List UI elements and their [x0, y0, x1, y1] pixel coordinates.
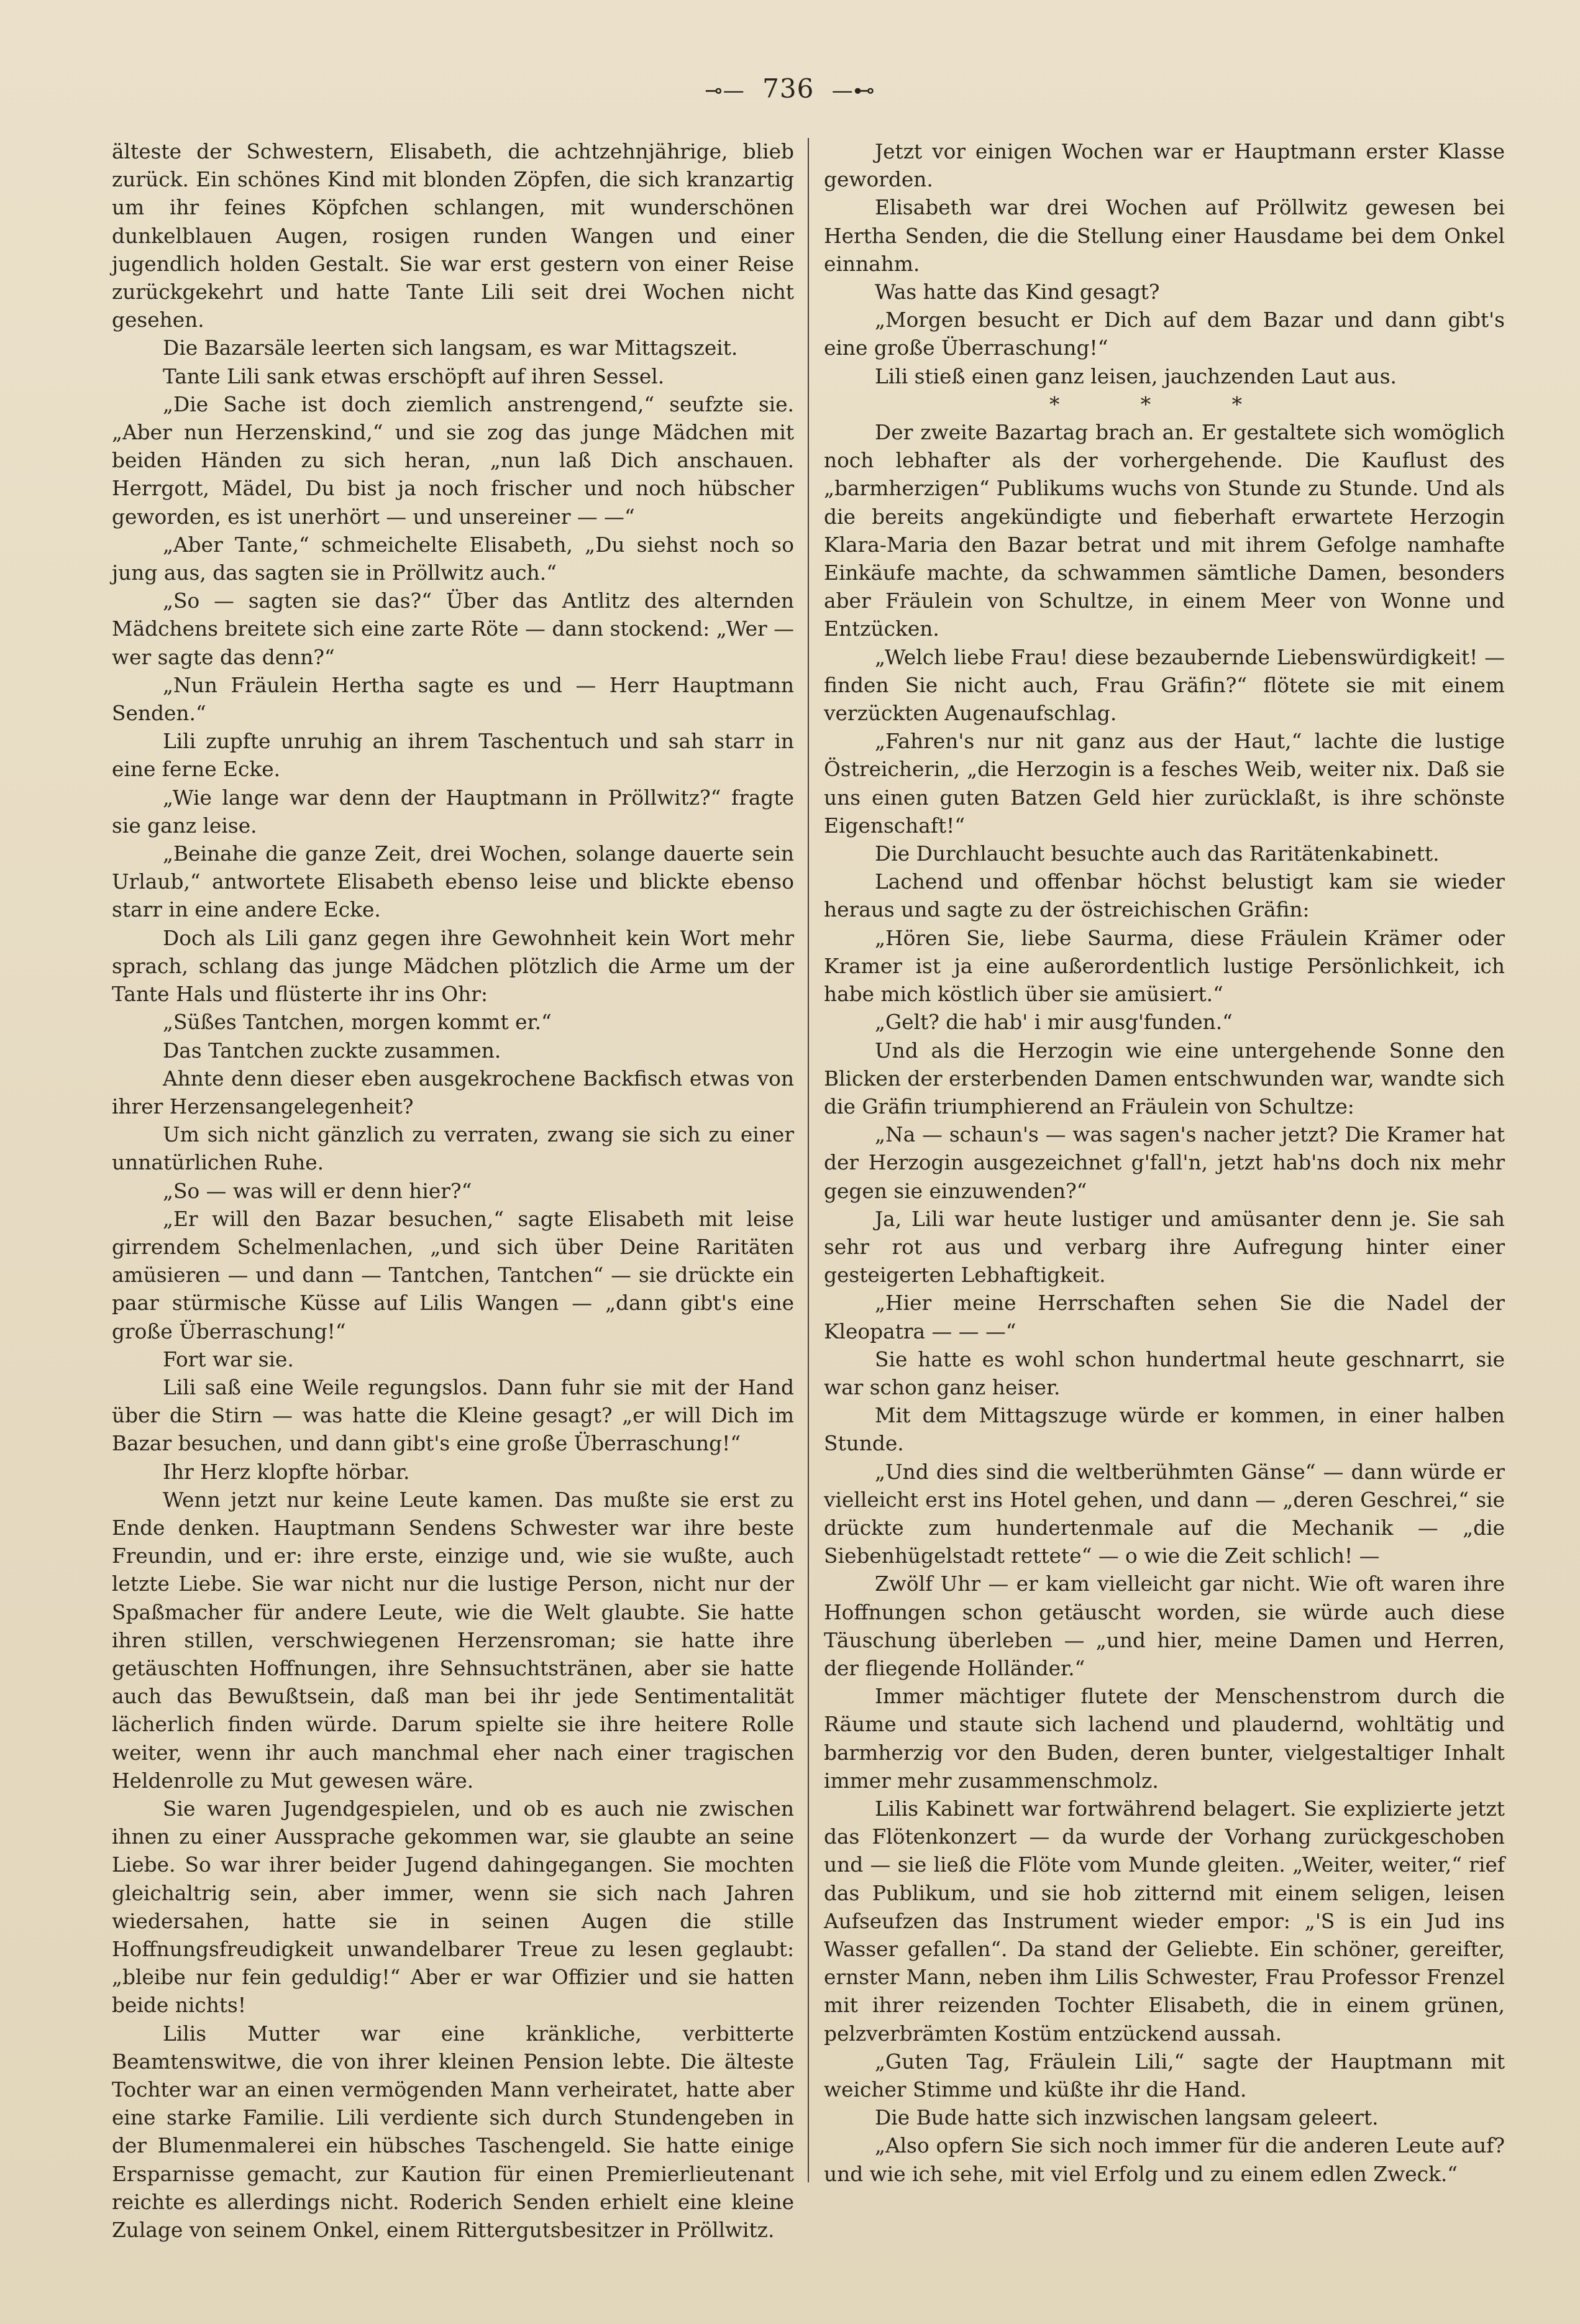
column-divider [808, 138, 809, 2182]
paragraph: „Also opfern Sie sich noch immer für die anderen Leute auf? und wie ich sehe, mit viel Erfolg und zu einem edlen Zweck.“ [824, 2134, 1505, 2186]
paragraph: Ja, Lili war heute lustiger und amüsanter denn je. Sie sah sehr rot aus und verbarg ihre Aufregung hinter einer gesteigerten Lebhaftigkeit. [824, 1207, 1505, 1288]
paragraph: Und als die Herzogin wie eine untergehende Sonne den Blicken der ersterbenden Damen entschwunden war, wandte sich die Gräfin triumphierend an Fräulein von Schultze: [824, 1038, 1505, 1119]
paragraph: „Guten Tag, Fräulein Lili,“ sagte der Hauptmann mit weicher Stimme und küßte ihr die Hand. [824, 2049, 1505, 2102]
paragraph: Lachend und offenbar höchst belustigt kam sie wieder heraus und sagte zu der östreichischen Gräfin: [824, 870, 1505, 922]
paragraph: Lilis Mutter war eine kränkliche, verbitterte Beamtenswitwe, die von ihrer kleinen Pension lebte. Die älteste Tochter war an einen vermögenden Mann verheiratet, hatte aber eine starke Familie. Lili verdiente sich durch Stundengeben in der Blumenmalerei ein hübsches Taschengeld. Sie hatte einige Ersparnisse gemacht, zur Kaution für einen Premierlieutenant reichte es allerdings nicht. Roderich Senden erhielt eine kleine Zulage von seinem Onkel, einem Rittergutsbesitzer in Pröllwitz. [112, 2021, 794, 2243]
paragraph: „Na — schaun's — was sagen's nacher jetzt? Die Kramer hat der Herzogin ausgezeichnet g'fall'n, jetzt hab'ns doch nix mehr gegen sie einzuwenden?“ [824, 1123, 1505, 1203]
paragraph: Um sich nicht gänzlich zu verraten, zwang sie sich zu einer unnatürlichen Ruhe. [112, 1123, 794, 1175]
paragraph: Sie hatte es wohl schon hundertmal heute geschnarrt, sie war schon ganz heiser. [824, 1347, 1505, 1399]
paragraph: Doch als Lili ganz gegen ihre Gewohnheit kein Wort mehr sprach, schlang das junge Mädchen plötzlich die Arme um der Tante Hals und flüsterte ihr ins Ohr: [112, 926, 794, 1007]
text-column-right [824, 138, 1505, 2220]
paragraph: Mit dem Mittagszuge würde er kommen, in einer halben Stunde. [824, 1404, 1505, 1456]
paragraph: Lili stieß einen ganz leisen, jauchzenden Laut aus. [875, 364, 1397, 388]
paragraph: „So — was will er denn hier?“ [163, 1179, 472, 1203]
paragraph: Fort war sie. [163, 1347, 294, 1371]
paragraph: „Hören Sie, liebe Saurma, diese Fräulein Krämer oder Kramer ist ja eine außerordentlich lustige Persönlichkeit, ich habe mich köstlich über sie amüsiert.“ [824, 926, 1505, 1007]
paragraph: „Gelt? die hab' i mir ausg'funden.“ [875, 1010, 1233, 1035]
paragraph: Die Bude hatte sich inzwischen langsam geleert. [875, 2106, 1379, 2130]
paragraph: „Aber Tante,“ schmeichelte Elisabeth, „Du siehst noch so jung aus, das sagten sie in Pröllwitz auch.“ [112, 533, 794, 585]
paragraph: „Nun Fräulein Hertha sagte es und — Herr Hauptmann Senden.“ [112, 673, 794, 726]
text-column-left [112, 138, 794, 2243]
paragraph: „So — sagten sie das?“ Über das Antlitz des alternden Mädchens breitete sich eine zarte Röte — dann stockend: „Wer — wer sagte das denn?“ [112, 589, 794, 669]
paragraph: Der zweite Bazartag brach an. Er gestaltete sich womöglich noch lebhafter als der vorhergehende. Die Kauflust des „barmherzigen“ Publikums wuchs von Stunde zu Stunde. Und als die bereits angekündigte und fieberhaft erwartete Herzogin Klara-Maria den Bazar betrat und mit ihrem Gefolge namhafte Einkäufe machte, da schwammen sämtliche Damen, besonders aber Fräulein von Schultze, in einem Meer von Wonne und Entzücken. [824, 421, 1505, 641]
header-ornament-right: —⊷ [831, 78, 875, 103]
paragraph: „Beinahe die ganze Zeit, drei Wochen, solange dauerte sein Urlaub,“ antwortete Elisabeth ebenso leise und blickte ebenso starr in eine andere Ecke. [112, 842, 794, 922]
header-ornament-left: ⊸— [705, 78, 745, 103]
paragraph: Tante Lili sank etwas erschöpft auf ihren Sessel. [163, 364, 665, 388]
paragraph: Immer mächtiger flutete der Menschenstrom durch die Räume und staute sich lachend und plaudernd, wohltätig und barmherzig vor den Buden, deren bunter, vielgestaltiger Inhalt immer mehr zusammenschmolz. [824, 1685, 1505, 1793]
paragraph: „Süßes Tantchen, morgen kommt er.“ [163, 1010, 552, 1035]
page-header [0, 73, 1580, 104]
paragraph: „Die Sache ist doch ziemlich anstrengend,“ seufzte sie. „Aber nun Herzenskind,“ und sie zog das junge Mädchen mit beiden Händen zu sich heran, „nun laß Dich anschauen. Herrgott, Mädel, Du bist ja noch frischer und noch hübscher geworden, es ist unerhört — und unsereiner — —“ [112, 392, 794, 529]
paragraph: Das Tantchen zuckte zusammen. [163, 1038, 501, 1063]
paragraph: Lilis Kabinett war fortwährend belagert. Sie explizierte jetzt das Flötenkonzert — da wurde der Vorhang zurückgeschoben und — sie ließ die Flöte vom Munde gleiten. „Weiter, weiter,“ rief das Publikum, und sie hob zitternd mit einem seligen, leisen Aufseufzen das Instrument wieder empor: „'S is ein Jud ins Wasser gefallen“. Da stand der Geliebte. Ein schöner, gereifter, ernster Mann, neben ihm Lilis Schwester, Frau Professor Frenzel mit ihrer reizenden Tochter Elisabeth, die in einem grünen, pelzverbrämten Kostüm entzückend aussah. [824, 1796, 1505, 2046]
paragraph: Ahnte denn dieser eben ausgekrochene Backfisch etwas von ihrer Herzensangelegenheit? [112, 1066, 794, 1119]
paragraph: Die Durchlaucht besuchte auch das Raritätenkabinett. [875, 842, 1440, 866]
paragraph: Lili saß eine Weile regungslos. Dann fuhr sie mit der Hand über die Stirn — was hatte die Kleine gesagt? „er will Dich im Bazar besuchen, und dann gibt's eine große Überraschung!“ [112, 1375, 794, 1456]
paragraph: „Wie lange war denn der Hauptmann in Pröllwitz?“ fragte sie ganz leise. [112, 785, 794, 838]
section-separator-stars: * * * [1049, 392, 1280, 416]
paragraph: Ihr Herz klopfte hörbar. [163, 1460, 410, 1484]
paragraph: Lili zupfte unruhig an ihrem Taschentuch und sah starr in eine ferne Ecke. [112, 730, 794, 782]
paragraph: „Und dies sind die weltberühmten Gänse“ — dann würde er vielleicht erst ins Hotel gehen, und dann — „deren Geschrei,“ sie drückte zum hundertenmale auf die Mechanik — „die Siebenhügelstadt rettete“ — o wie die Zeit schlich! — [824, 1460, 1505, 1568]
paragraph: „Morgen besucht er Dich auf dem Bazar und dann gibt's eine große Überraschung!“ [824, 308, 1505, 360]
paragraph: Was hatte das Kind gesagt? [875, 280, 1160, 304]
paragraph: Zwölf Uhr — er kam vielleicht gar nicht. Wie oft waren ihre Hoffnungen schon getäuscht worden, sie würde auch diese Täuschung überleben — „und hier, meine Damen und Herren, der fliegende Holländer.“ [824, 1572, 1505, 1680]
paragraph: Elisabeth war drei Wochen auf Pröllwitz gewesen bei Hertha Senden, die die Stellung einer Hausdame bei dem Onkel einnahm. [824, 196, 1505, 276]
paragraph: „Hier meine Herrschaften sehen Sie die Nadel der Kleopatra — — —“ [824, 1291, 1505, 1343]
paragraph: „Welch liebe Frau! diese bezaubernde Liebenswürdigkeit! — finden Sie nicht auch, Frau Gräfin?“ flötete sie mit einem verzückten Augenaufschlag. [824, 645, 1505, 726]
paragraph: „Er will den Bazar besuchen,“ sagte Elisabeth mit leise girrendem Schelmenlachen, „und sich über Deine Raritäten amüsieren — und dann — Tantchen, Tantchen“ — sie drückte ein paar stürmische Küsse auf Lilis Wangen — „dann gibt's eine große Überraschung!“ [112, 1207, 794, 1343]
paragraph: Sie waren Jugendgespielen, und ob es auch nie zwischen ihnen zu einer Aussprache gekommen war, sie glaubte an seine Liebe. So war ihrer beider Jugend dahingegangen. Sie mochten gleichaltrig sein, aber immer, wenn sie sich nach Jahren wiedersahen, hatte sie in seinen Augen die stille Hoffnungsfreudigkeit unwandelbarer Treue zu lesen geglaubt: „bleibe nur fein geduldig!“ Aber er war Offizier und sie hatten beide nichts! [112, 1796, 794, 2018]
page-number: 736 [762, 73, 815, 104]
paragraph: Wenn jetzt nur keine Leute kamen. Das mußte sie erst zu Ende denken. Hauptmann Sendens Schwester war ihre beste Freundin, und er: ihre erste, einzige und, wie sie wußte, auch letzte Liebe. Sie war nicht nur die lustige Person, nicht nur der Spaßmacher für andere Leute, wie die Welt glaubte. Sie hatte ihren stillen, verschwiegenen Herzensroman; sie hatte ihre getäuschten Hoffnungen, ihre Sehnsuchtstränen, aber sie hatte auch das Bewußtsein, daß man bei ihr jede Sentimentalität lächerlich finden würde. Darum spielte sie ihre heitere Rolle weiter, wenn ihr auch manchmal eher nach einer tragischen Heldenrolle zu Mut gewesen wäre. [112, 1488, 794, 1793]
paragraph: Jetzt vor einigen Wochen war er Hauptmann erster Klasse geworden. [824, 140, 1505, 192]
paragraph: „Fahren's nur nit ganz aus der Haut,“ lachte die lustige Östreicherin, „die Herzogin is a fesches Weib, weiter nix. Daß sie uns einen guten Batzen Geld hier zurücklaßt, is ihre schönste Eigenschaft!“ [824, 730, 1505, 838]
paragraph: älteste der Schwestern, Elisabeth, die achtzehnjährige, blieb zurück. Ein schönes Kind mit blonden Zöpfen, die sich kranzartig um ihr feines Köpfchen schlangen, mit wunderschönen dunkelblauen Augen, rosigen runden Wangen und einer jugendlich holden Gestalt. Sie war erst gestern von einer Reise zurückgekehrt und hatte Tante Lili seit drei Wochen nicht gesehen. [112, 140, 794, 332]
paragraph: Die Bazarsäle leerten sich langsam, es war Mittagszeit. [163, 336, 738, 360]
